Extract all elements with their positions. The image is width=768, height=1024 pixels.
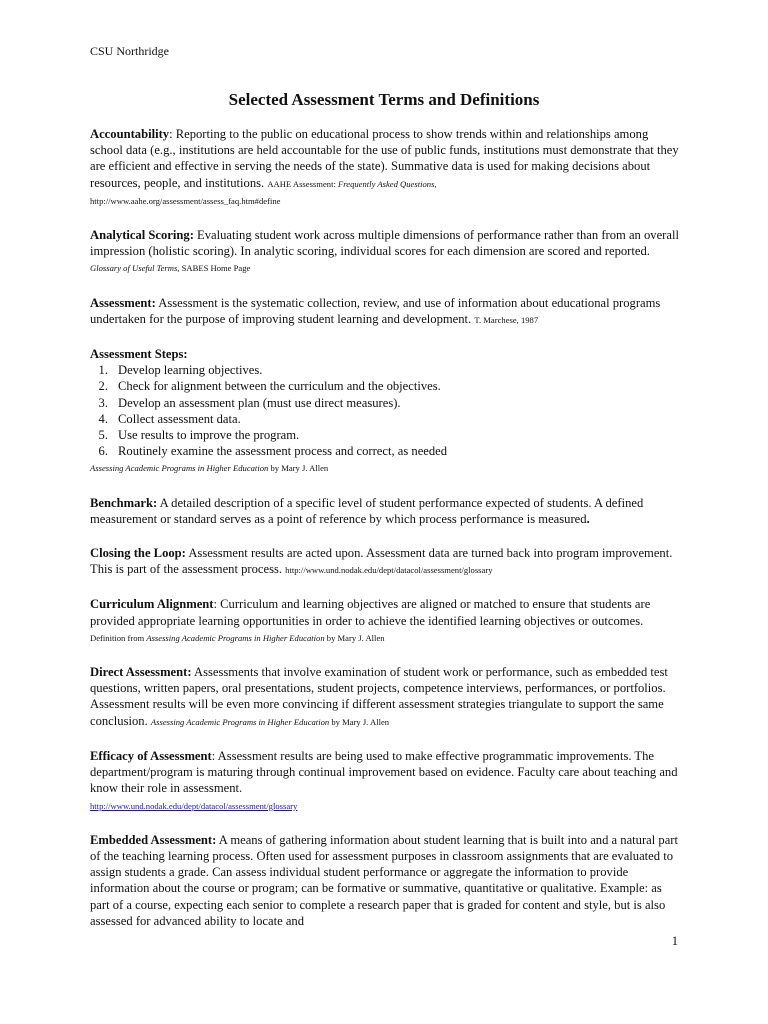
list-text: Develop learning objectives.: [118, 363, 263, 378]
page-number: 1: [671, 934, 678, 948]
source-citation: Definition from: [90, 632, 147, 643]
term-definition: Reporting to the public on educational process to show trends within and relationships among school data (e.g., institutions are held accountable for the use of public funds, institutions must demonstrate that they are efficient and effective in serving the needs of the state). Summative data is used for making decisions about resources, people, and institutions.: [90, 127, 679, 190]
entry-direct-assessment: [90, 664, 680, 730]
term-heading: Analytical Scoring:: [90, 228, 194, 243]
list-number: 2.: [98, 379, 108, 394]
source-punct: ,: [434, 178, 437, 189]
source-link[interactable]: http://www.und.nodak.edu/dept/datacol/assessment/glossary: [90, 800, 298, 811]
entry-analytical-scoring: [90, 227, 680, 277]
list-text: Use results to improve the program.: [118, 428, 300, 443]
source-title: Frequently Asked Questions: [338, 178, 435, 189]
term-heading: Efficacy of Assessment: [90, 748, 212, 763]
source-citation: SABES Home Page: [179, 263, 251, 274]
list-item: [90, 395, 680, 411]
term-definition: Assessments that involve examination of student work or performance, such as embedded test questions, written papers, oral presentations, student projects, competence interviews, performances, or portfolios. Assessment results will be even more convincing if different assessment strategies triangulate to support the same conclusion.: [90, 665, 668, 728]
source-author: by Mary J. Allen: [324, 632, 385, 643]
entry-curriculum-alignment: [90, 596, 680, 646]
term-heading: Direct Assessment:: [90, 665, 192, 680]
list-number: 5.: [98, 428, 108, 443]
list-number: 3.: [98, 395, 108, 410]
list-text: Check for alignment between the curriculum and the objectives.: [118, 379, 441, 394]
entry-closing-the-loop: [90, 545, 680, 578]
term-heading: Assessment Steps:: [90, 347, 188, 362]
term-period: .: [586, 511, 590, 526]
list-number: 6.: [98, 444, 108, 459]
source-citation: by Mary J. Allen: [268, 463, 329, 474]
term-heading: Benchmark:: [90, 495, 158, 510]
entry-benchmark: [90, 495, 680, 527]
list-item: [90, 378, 680, 394]
term-definition: Assessment is the systematic collection, review, and use of information about educational programs undertaken for the purpose of improving student learning and development.: [90, 295, 661, 326]
entry-embedded-assessment: [90, 832, 680, 929]
term-colon: :: [213, 597, 217, 612]
list-text: Develop an assessment plan (must use direct measures).: [118, 395, 401, 410]
entry-assessment-steps: [90, 346, 680, 477]
list-item: [90, 362, 680, 378]
term-heading: Assessment:: [90, 295, 156, 310]
entry-accountability: [90, 126, 680, 209]
document-body: [90, 126, 680, 947]
term-definition: Assessment results are being used to make effective programmatic improvements. The department/program is maturing through continual improvement based on evidence. Faculty care about teaching and know their role in assessment.: [90, 748, 678, 796]
list-text: Collect assessment data.: [118, 411, 241, 426]
term-colon: :: [169, 127, 173, 141]
source-url: http://www.und.nodak.edu/dept/datacol/assessment/glossary: [285, 565, 493, 576]
term-heading: Embedded Assessment:: [90, 832, 217, 847]
term-colon: :: [211, 748, 216, 763]
source-url: http://www.aahe.org/assessment/assess_faq.htm#define: [90, 195, 281, 206]
term-definition: Evaluating student work across multiple dimensions of performance rather than from an overall impression (holistic scoring). In analytic scoring, individual scores for each dimension are scored and reported.: [90, 228, 679, 259]
list-item: [90, 443, 680, 459]
source-citation: by Mary J. Allen: [329, 716, 390, 727]
term-heading: Closing the Loop:: [90, 546, 186, 561]
term-definition: Curriculum and learning objectives are aligned or matched to ensure that students are provided appropriate learning opportunities in order to achieve the identified learning objectives or outcomes.: [90, 597, 651, 628]
list-text: Routinely examine the assessment process and correct, as needed: [118, 444, 448, 459]
document-title: Selected Assessment Terms and Definitions: [228, 90, 540, 109]
list-number: 4.: [98, 411, 108, 426]
steps-list: [90, 362, 680, 459]
term-definition: Assessment results are acted upon. Assessment data are turned back into program improvement. This is part of the assessment process.: [90, 546, 673, 577]
term-definition: A means of gathering information about student learning that is built into and a natural part of the teaching learning process. Often used for assessment purposes in classroom assignments that are evaluated to assign students a grade. Can assess individual student performance or aggregate the information to provide information about the course or program; can be formative or summative, quantitative or qualitative. Example: as part of a course, expecting each senior to complete a research paper that is graded for content and style, but is also assessed for advanced ability to locate and: [90, 832, 678, 928]
page-header: CSU Northridge: [90, 44, 169, 58]
source-title: Glossary of Useful Terms,: [90, 263, 180, 274]
source-title: Assessing Academic Programs in Higher Education: [90, 463, 269, 474]
source-title: Assessing Academic Programs in Higher Education: [150, 716, 330, 727]
entry-efficacy-of-assessment: [90, 748, 680, 814]
entry-assessment: [90, 295, 680, 328]
list-item: [90, 427, 680, 443]
list-item: [90, 411, 680, 427]
source-citation: AAHE Assessment:: [267, 178, 338, 189]
source-title: Assessing Academic Programs in Higher Education: [146, 632, 325, 643]
term-heading: Accountability: [90, 127, 170, 141]
source-citation: T. Marchese, 1987: [474, 314, 539, 325]
list-number: 1.: [98, 363, 108, 378]
term-heading: Curriculum Alignment: [90, 597, 214, 612]
term-definition: A detailed description of a specific level of student performance expected of students. A defined measurement or standard serves as a point of reference by which process performance is measured: [90, 495, 644, 526]
